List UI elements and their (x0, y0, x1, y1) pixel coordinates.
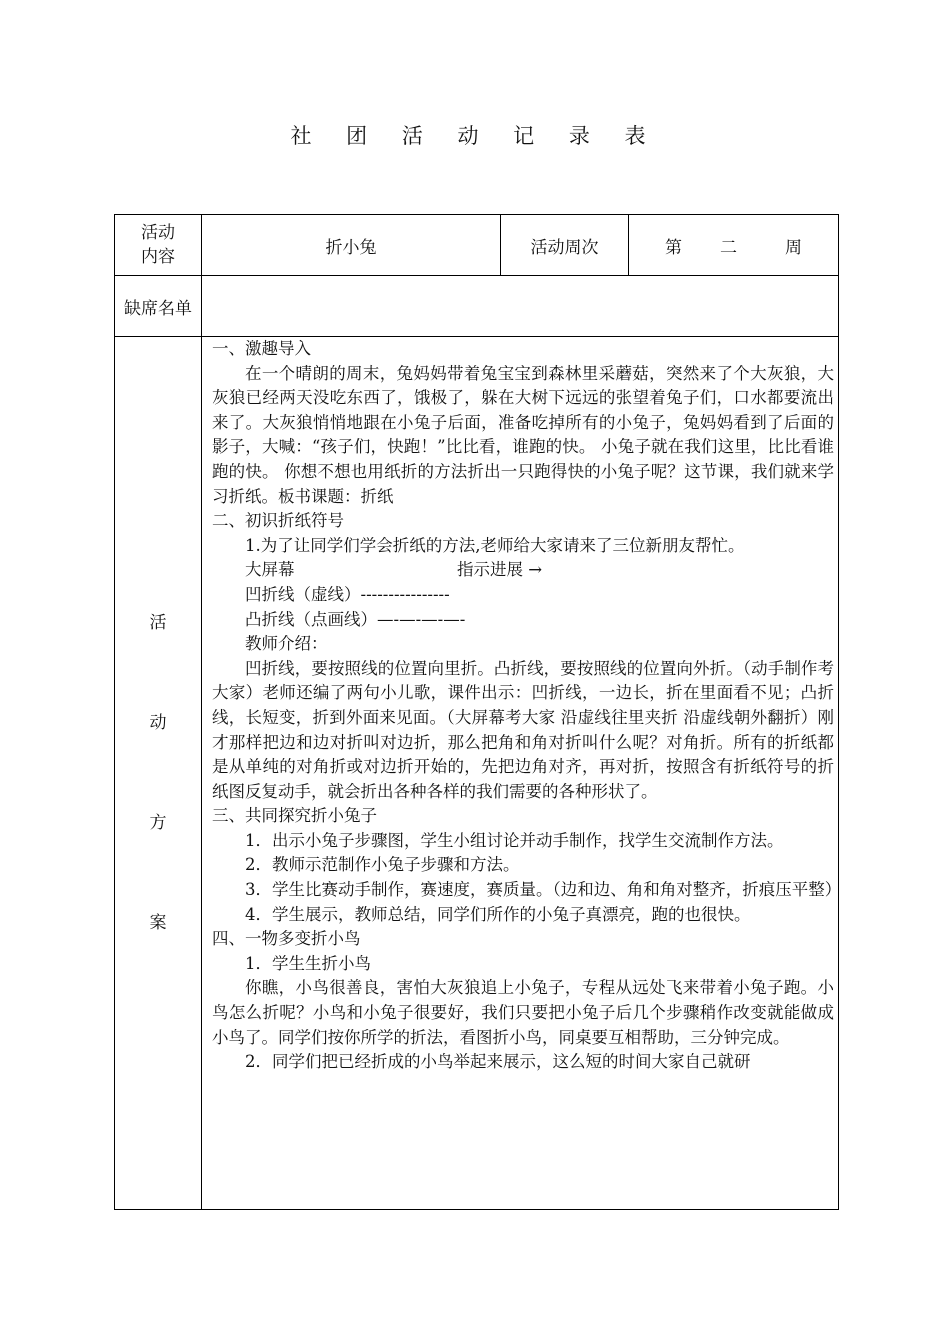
plan-row (115, 337, 839, 1210)
week-char: 第 (665, 237, 682, 258)
week-value-cell (629, 215, 839, 276)
content-label: 活动内容 (141, 223, 175, 267)
record-table (114, 214, 842, 1210)
screen-label: 大屏幕 (245, 560, 295, 580)
absent-label-cell (115, 276, 202, 337)
content-value: 折小兔 (325, 237, 377, 258)
plan-label-char: 案 (149, 913, 167, 933)
paragraph: 你瞧，小鸟很善良，害怕大灰狼追上小兔子，专程从远处飞来带着小兔子跑。小鸟怎么折呢？小鸟和小兔子很要好，我们只要把小兔子后几个步骤稍作改变就能做成小鸟了。同学们按你所学的折法，看图折小鸟，同桌要互相帮助，三分钟完成。 (212, 978, 834, 1047)
week-label: 活动周次 (530, 237, 599, 258)
section-heading: 三、共同探究折小兔子 (212, 806, 377, 826)
paragraph: 4．学生展示，教师总结，同学们所作的小兔子真漂亮，跑的也很快。 (245, 904, 751, 924)
week-char: 二 (720, 237, 737, 258)
paragraph: 3．学生比赛动手制作，赛速度，赛质量。（边和边、角和角对整齐，折痕压平整） (245, 880, 842, 900)
paragraph: 2．教师示范制作小兔子步骤和方法。 (245, 855, 520, 875)
header-row (115, 215, 839, 276)
paragraph: 2．同学们把已经折成的小鸟举起来展示，这么短的时间大家自己就研 (245, 1052, 751, 1072)
week-value (665, 238, 802, 258)
paragraph: 1．学生生折小鸟 (245, 953, 371, 973)
paragraph: 1.为了让同学们学会折纸的方法,老师给大家请来了三位新朋友帮忙。 (245, 535, 745, 555)
section-heading: 一、激趣导入 (212, 339, 311, 358)
content-label-cell (115, 215, 202, 276)
plan-label-char: 动 (149, 713, 167, 733)
paragraph: 凸折线（点画线）—-—-—-—- (245, 609, 466, 629)
plan-label-cell (115, 337, 202, 1210)
section-heading: 四、一物多变折小鸟 (212, 929, 361, 949)
screen-note: 指示进展 → (457, 560, 543, 580)
absent-row (115, 276, 839, 337)
paragraph: 凹折线（虚线）---------------- (245, 584, 450, 604)
paragraph: 凹折线，要按照线的位置向里折。凸折线，要按照线的位置向外折。（动手制作考大家）老师还编了两句小儿歌，课件出示：凹折线，一边长，折在里面看不见；凸折线，长短变，折到外面来见面。（大屏幕考大家 沿虚线往里夹折 沿虚线朝外翻折）刚才那样把边和边对折叫对边折，那么把角和角对折叫什么呢？对角折。所有的折纸都是从单纯的对角折或对边折开始的，先把边角对齐，再对折，按照含有折纸符号的折纸图反复动手，就会折出各种各样的我们需要的各种形状了。 (212, 658, 834, 801)
screen-row (212, 558, 834, 583)
paragraph: 1．出示小兔子步骤图，学生小组讨论并动手制作，找学生交流制作方法。 (245, 830, 784, 850)
paragraph: 在一个晴朗的周末，兔妈妈带着兔宝宝到森林里采蘑菇，突然来了个大灰狼，大灰狼已经两天没吃东西了，饿极了，躲在大树下远远的张望着兔子们，口水都要流出来了。大灰狼悄悄地跟在小兔子后面，准备吃掉所有的小兔子，兔妈妈看到了后面的影子，大喊：“孩子们，快跑！”比比看，谁跑的快。 小兔子就在我们这里，比比看谁跑的快。 你想不想也用纸折的方法折出一只跑得快的小兔子呢？这节课，我们就来学习折纸。板书课题：折纸 (212, 363, 834, 506)
content-value-cell (202, 215, 501, 276)
page-title: 社 团 活 动 记 录 表 (290, 124, 660, 148)
absent-label: 缺席名单 (124, 298, 192, 319)
plan-body-cell (202, 337, 842, 1210)
plan-label-char: 活 (149, 613, 167, 633)
week-label-cell (501, 215, 629, 276)
section-heading: 二、初识折纸符号 (212, 511, 344, 531)
plan-label-char: 方 (149, 813, 167, 833)
absent-value-cell (202, 276, 839, 337)
week-char: 周 (785, 237, 802, 258)
paragraph: 教师介绍： (245, 634, 328, 654)
